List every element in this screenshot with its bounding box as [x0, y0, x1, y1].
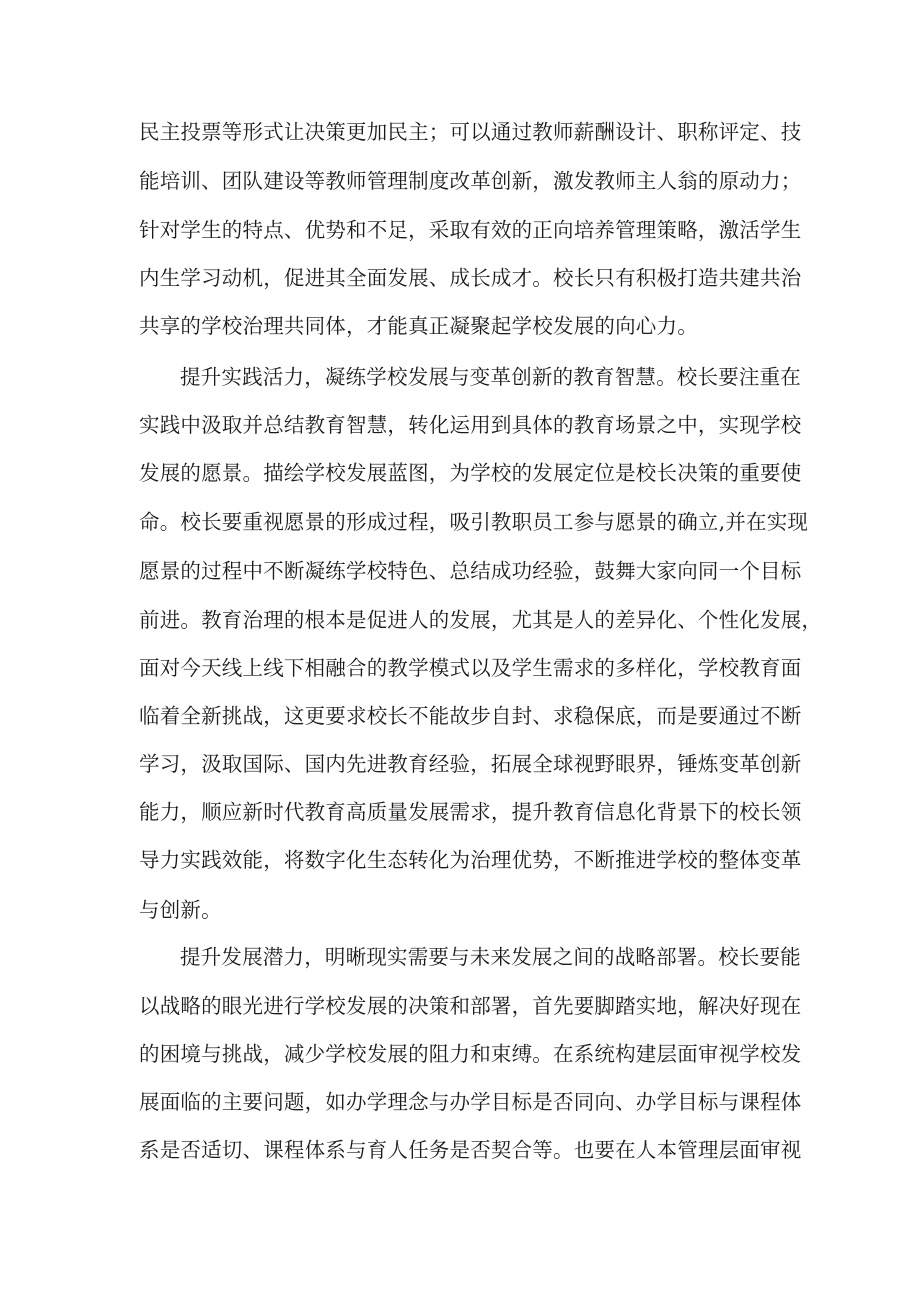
text-line: 的困境与挑战，减少学校发展的阻力和束缚。在系统构建层面审视学校发	[139, 1042, 802, 1066]
text-line: 与创新。	[139, 898, 222, 922]
text-line: 命。校长要重视愿景的形成过程，吸引教职员工参与愿景的确立,并在实现	[139, 510, 809, 534]
paragraph-first-line: 提升发展潜力，明晰现实需要与未来发展之间的战略部署。校长要能	[180, 945, 801, 969]
text-line: 面对今天线上线下相融合的教学模式以及学生需求的多样化，学校教育面	[139, 656, 802, 680]
text-line: 共享的学校治理共同体，才能真正凝聚起学校发展的向心力。	[139, 314, 698, 338]
text-line: 以战略的眼光进行学校发展的决策和部署，首先要脚踏实地，解决好现在	[139, 994, 802, 1018]
text-line: 能培训、团队建设等教师管理制度改革创新，激发教师主人翁的原动力；	[139, 169, 802, 193]
text-line: 民主投票等形式让决策更加民主；可以通过教师薪酬设计、职称评定、技	[139, 120, 802, 144]
text-line: 针对学生的特点、优势和不足，采取有效的正向培养管理策略，激活学生	[139, 218, 802, 242]
text-line: 临着全新挑战，这更要求校长不能故步自封、求稳保底，而是要通过不断	[139, 704, 802, 728]
text-line: 能力，顺应新时代教育高质量发展需求，提升教育信息化背景下的校长领	[139, 800, 802, 824]
paragraph-first-line: 提升实践活力，凝练学校发展与变革创新的教育智慧。校长要注重在	[180, 365, 801, 389]
text-line: 实践中汲取并总结教育智慧，转化运用到具体的教育场景之中，实现学校	[139, 413, 802, 437]
text-line: 愿景的过程中不断凝练学校特色、总结成功经验，鼓舞大家向同一个目标	[139, 559, 802, 583]
text-line: 学习，汲取国际、国内先进教育经验，拓展全球视野眼界，锤炼变革创新	[139, 752, 802, 776]
text-line: 前进。教育治理的根本是促进人的发展，尤其是人的差异化、个性化发展，	[139, 608, 823, 632]
text-line: 系是否适切、课程体系与育人任务是否契合等。也要在人本管理层面审视	[139, 1138, 802, 1162]
text-line: 内生学习动机，促进其全面发展、成长成才。校长只有积极打造共建共治	[139, 266, 802, 290]
text-line: 发展的愿景。描绘学校发展蓝图，为学校的发展定位是校长决策的重要使	[139, 461, 802, 485]
text-line: 展面临的主要问题，如办学理念与办学目标是否同向、办学目标与课程体	[139, 1090, 802, 1114]
text-line: 导力实践效能，将数字化生态转化为治理优势，不断推进学校的整体变革	[139, 848, 802, 872]
